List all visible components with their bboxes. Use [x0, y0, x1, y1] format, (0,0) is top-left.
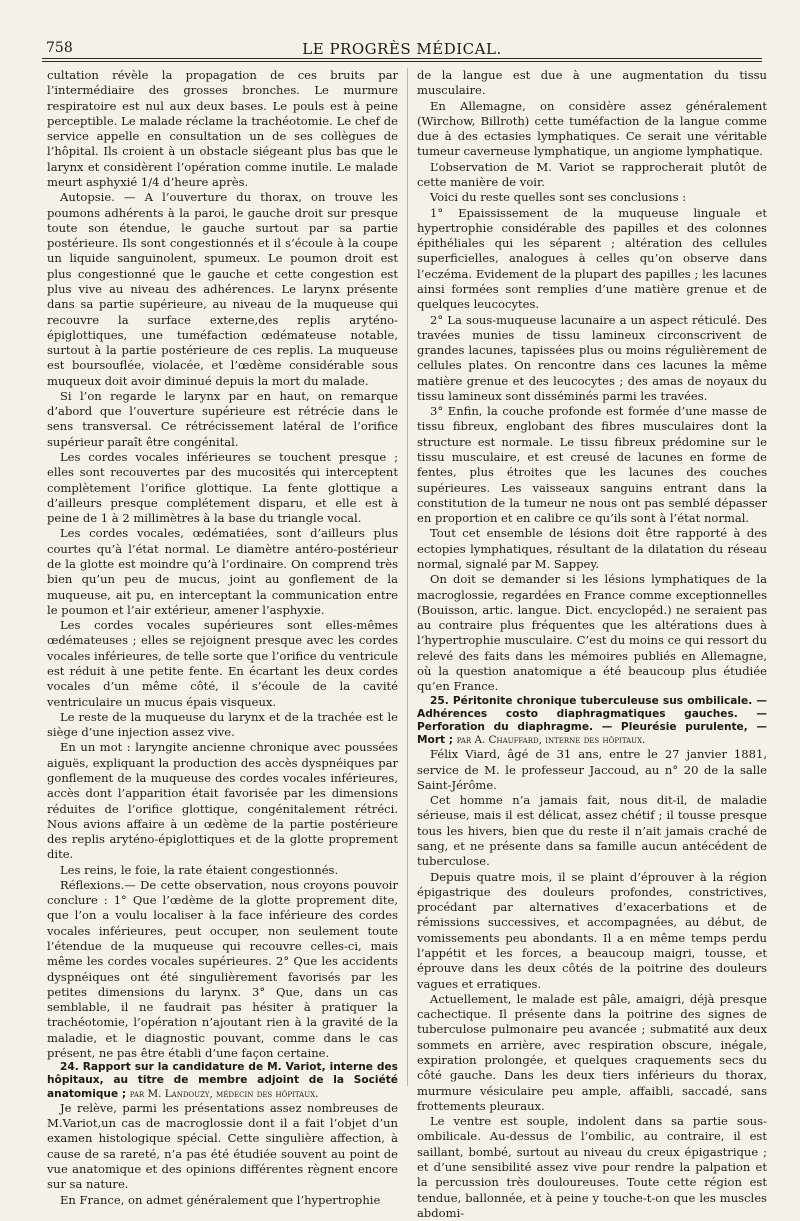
paragraph: On doit se demander si les lésions lymphatiques de la macroglossie, regardées en France comme exceptionnelles (Bouisson, artic. langue. Dict. encyclopéd.) ne seraient pas au contraire plus fréquentes que les altérations dues à l’hypertrophie musculaire. C’est du moins ce qui ressort du relevé des faits dans les mémoires publiés en Allemagne, où la question anatomique a été beaucoup plus étudiée qu’en France.: [417, 572, 767, 694]
article-title: 25. Péritonite chronique tuberculeuse sus ombilicale. — Adhérences costo diaphragmatiques gauches. — Perforation du diaphragme. — Pleurésie purulente, — Mort ;: [417, 694, 767, 747]
paragraph: L’observation de M. Variot se rapprocherait plutôt de cette manière de voir.: [417, 159, 767, 189]
paragraph: Les cordes vocales supérieures sont elles-mêmes œdémateuses ; elles se rejoignent presque avec les cordes vocales inférieures, de telle sorte que l’orifice du ventricule est réduit à une petite fente. En écartant les deux cordes vocales d’un même côté, il s’écoule de la cavité ventriculaire un mucus épais visqueux.: [47, 618, 398, 709]
paragraph: Tout cet ensemble de lésions doit être rapporté à des ectopies lymphatiques, résultant de la dilatation du réseau normal, signalé par M. Sappey.: [417, 526, 767, 571]
paragraph: 1° Epaississement de la muqueuse linguale et hypertrophie considérable des papilles et des colonnes épithéliales qui les séparent ; altération des cellules superficielles, analogues à celles qu’on observe dans l’eczéma. Evidement de la plupart des papilles ; les lacunes ainsi formées sont remplies d’une matière grenue et de quelques leucocytes.: [417, 205, 767, 312]
article-heading: [417, 695, 767, 748]
paragraph: Je relève, parmi les présentations assez nombreuses de M.Variot,un cas de macroglossie dont il a fait l’objet d’un examen histologique spécial. Cette singulière affection, à cause de sa rareté, n’a pas été étudiée souvent au point de vue anatomique et des opinions différentes règnent encore sur sa nature.: [47, 1100, 398, 1192]
running-header: [42, 36, 762, 59]
paragraph: Les cordes vocales, œdématiées, sont d’ailleurs plus courtes qu’à l’état normal. Le diamètre antéro-postérieur de la glotte est moindre qu’à l’ordinaire. On comprend très bien qu’un peu de mucus, joint au gonflement de la muqueuse, ait pu, en interceptant la communication entre le poumon et l’air extérieur, amener l’asphyxie.: [47, 526, 398, 617]
article-byline: par M. Landouzy, médecin des hôpitaux.: [129, 1087, 319, 1100]
paragraph: Actuellement, le malade est pâle, amaigri, déjà presque cachectique. Il présente dans la poitrine des signes de tuberculose pulmonaire peu avancée ; submatité aux deux sommets en arrière, avec respiration obscure, inégale, expiration prolongée, et quelques craquements secs du côté gauche. Dans les deux tiers inférieurs du thorax, murmure vésiculaire peu ample, affaibli, saccadé, sans frottements pleuraux.: [417, 991, 767, 1113]
paragraph: En Allemagne, on considère assez généralement (Wirchow, Billroth) cette tuméfaction de la langue comme due à des ectasies lymphatiques. Ce serait une véritable tumeur caverneuse lymphatique, un angiome lymphatique.: [417, 98, 767, 159]
right-column: [417, 68, 767, 1221]
paragraph: Réflexions.— De cette observation, nous croyons pouvoir conclure : 1° Que l’œdème de la glotte proprement dite, que l’on a voulu localiser à la face inférieure des cordes vocales inférieures, peut occuper, non seulement toute l’étendue de la muqueuse qui recouvre celles-ci, mais même les cordes vocales supérieures. 2° Que les accidents dyspnéiques ont été singulièrement favorisés par les petites dimensions du larynx. 3° Que, dans un cas semblable, il ne faudrait pas hésiter à pratiquer la trachéotomie, l’opération n’ajoutant rien à la gravité de la maladie, et le diagnostic pouvant, comme dans le cas présent, ne pas être établi d’une façon certaine.: [47, 877, 398, 1060]
paragraph: Si l’on regarde le larynx par en haut, on remarque d’abord que l’ouverture supérieure est rétrécie dans le sens transversal. Ce rétrécissement latéral de l’orifice supérieur paraît être congénital.: [47, 388, 398, 449]
paragraph: En un mot : laryngite ancienne chronique avec poussées aiguës, expliquant la production des accès dyspnéiques par gonflement de la muqueuse des cordes vocales inférieures, accès dont l’apparition était favorisée par les dimensions réduites de l’orifice glottique, congénitalement rétréci. Nous avions affaire à un œdème de la partie postérieure des replis aryténo-épiglottiques et de la glotte proprement dite.: [47, 740, 398, 862]
paragraph: cultation révèle la propagation de ces bruits par l’intermédiaire des grosses bronches. Le murmure respiratoire est nul aux deux bases. Le pouls est à peine perceptible. Le malade réclame la trachéotomie. Le chef de service appelle en consultation un de ses collègues de l’hôpital. Ils croient à un obstacle siégeant plus bas que le larynx et considèrent l’opération comme inutile. Le malade meurt asphyxié 1/4 d’heure après.: [47, 68, 398, 189]
left-column: [47, 68, 398, 1208]
paragraph: 3° Enfin, la couche profonde est formée d’une masse de tissu fibreux, englobant des fibres musculaires dont la structure est normale. Le tissu fibreux prédomine sur le tissu musculaire, et est creusé de lacunes en forme de fentes, plus étroites que les lacunes des couches supérieures. Les vaisseaux sanguins entrant dans la constitution de la tumeur ne nous ont pas semblé dépasser en proportion et en calibre ce qu’ils sont à l’état normal.: [417, 404, 767, 526]
paragraph: En France, on admet généralement que l’hypertrophie: [60, 1192, 381, 1207]
paragraph: de la langue est due à une augmentation du tissu musculaire.: [417, 68, 767, 98]
article-title: 24. Rapport sur la candidature de M. Variot, interne des hôpitaux, au titre de membre adjoint de la Société anatomique ;: [47, 1061, 398, 1100]
article-byline: par A. Chauffard, interne des hôpitaux.: [456, 734, 646, 747]
paragraph: Le ventre est souple, indolent dans sa partie sous-ombilicale. Au-dessus de l’ombilic, au contraire, il est saillant, bombé, surtout au niveau du creux épigastrique ; et d’une sensibilité assez vive pour rendre la palpation et la percussion très douloureuses. Toute cette région est tendue, ballonnée, et à peine y touche-t-on que les muscles abdomi-: [417, 1114, 767, 1220]
page-number: 758: [46, 40, 73, 56]
paragraph: Les cordes vocales inférieures se touchent presque ; elles sont recouvertes par des mucosités qui interceptent complètement l’orifice glottique. La fente glottique a d’ailleurs presque complétement disparu, et elle est à peine de 1 à 2 millimètres à la base du triangle vocal.: [47, 450, 398, 526]
paragraph: Depuis quatre mois, il se plaint d’éprouver à la région épigastrique des douleurs profondes, constrictives, procédant par alternatives d’exacerbations et de rémissions successives, et accompagnées, au début, de vomissements peu abondants. Il a en même temps perdu l’appétit et les forces, a beaucoup maigri, tousse, et éprouve dans les deux côtés de la poitrine des douleurs vagues et erratiques.: [417, 869, 767, 991]
header-rule: [42, 61, 762, 62]
paragraph: Félix Viard, âgé de 31 ans, entre le 27 janvier 1881, service de M. le professeur Jaccoud, au n° 20 de la salle Saint-Jérôme.: [417, 747, 767, 792]
paragraph: 2° La sous-muqueuse lacunaire a un aspect réticulé. Des travées munies de tissu lamineux circonscrivent de grandes lacunes, tapissées plus ou moins régulièrement de cellules plates. On rencontre dans ces lacunes la même matière grenue et des leucocytes ; des amas de noyaux du tissu lamineux sont disséminés parmi les travées.: [417, 312, 767, 403]
journal-title: LE PROGRÈS MÉDICAL.: [302, 40, 502, 58]
article-heading: [47, 1061, 398, 1101]
paragraph: Cet homme n’a jamais fait, nous dit-il, de maladie sérieuse, mais il est délicat, assez chétif ; il tousse presque tous les hivers, bien que du reste il n’ait jamais craché de sang, et ne présente dans sa famille aucun antécédent de tuberculose.: [417, 793, 767, 869]
paragraph: Voici du reste quelles sont ses conclusions :: [430, 190, 687, 205]
paragraph: Les reins, le foie, la rate étaient congestionnés.: [60, 862, 339, 877]
column-divider: [407, 68, 408, 1086]
paragraph: Autopsie. — A l’ouverture du thorax, on trouve les poumons adhérents à la paroi, le gauche droit sur presque toute son étendue, le gauche surtout par sa partie postérieure. Ils sont congestionnés et il s’écoule à la coupe un liquide sanguinolent, spumeux. Le poumon droit est plus congestionné que le gauche et cette congestion est plus vive au niveau des adhérences. Le larynx présente dans sa partie supérieure, au niveau de la muqueuse qui recouvre la surface externe,des replis aryténo-épiglottiques, une tuméfaction œdémateuse notable, surtout à la partie postérieure de ces replis. La muqueuse est boursouflée, violacée, et l’œdème considérable sous muqueux doit avoir diminué depuis la mort du malade.: [47, 190, 398, 388]
paragraph: Le reste de la muqueuse du larynx et de la trachée est le siège d’une injection assez vive.: [47, 709, 398, 740]
